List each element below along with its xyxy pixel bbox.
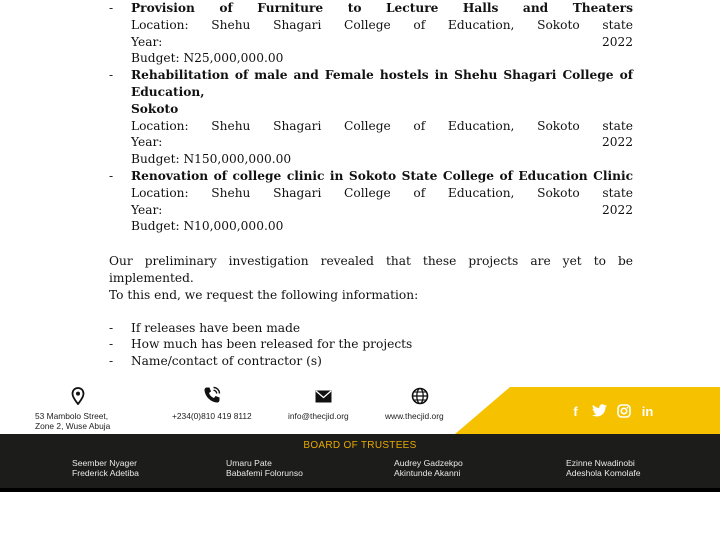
title-word: Theaters bbox=[572, 1, 633, 15]
paragraph-line: Our preliminary investigation revealed that these projects are yet to be implemented. bbox=[109, 254, 633, 285]
list-dash: - bbox=[109, 337, 114, 352]
list-item bbox=[109, 320, 633, 337]
project-title: Rehabilitation of male and Female hostels in Shehu Shagari College of Education, bbox=[131, 68, 633, 99]
project-title-line2: Sokoto bbox=[131, 101, 179, 116]
location-word: Education, bbox=[447, 17, 515, 32]
year-value: 2022 bbox=[601, 202, 633, 217]
contact-bar bbox=[0, 384, 720, 434]
trustee-name: Adeshola Komolafe bbox=[566, 468, 641, 478]
email-address[interactable]: info@thecjid.org bbox=[288, 411, 349, 421]
globe-icon bbox=[411, 387, 429, 405]
paragraph-line: To this end, we request the following information: bbox=[109, 287, 419, 302]
facebook-icon[interactable]: f bbox=[573, 404, 578, 419]
twitter-icon[interactable] bbox=[592, 404, 607, 419]
location-word: Education, bbox=[447, 185, 515, 200]
project-year bbox=[131, 134, 633, 151]
list-dash: - bbox=[109, 68, 114, 83]
location-word: College bbox=[344, 17, 391, 32]
location-word: Shehu bbox=[211, 17, 251, 32]
phone-number[interactable]: +234(0)810 419 8112 bbox=[172, 411, 252, 421]
year-label: Year: bbox=[131, 135, 163, 150]
location-word: Shagari bbox=[273, 17, 322, 32]
project-location bbox=[131, 118, 633, 135]
request-text: How much has been released for the projects bbox=[131, 337, 413, 352]
trustee-pair bbox=[566, 458, 641, 478]
title-word: Provision bbox=[131, 1, 195, 15]
social-links bbox=[568, 404, 655, 419]
website-link[interactable]: www.thecjid.org bbox=[385, 411, 444, 421]
list-dash: - bbox=[109, 168, 114, 183]
trustee-name: Babafemi Folorunso bbox=[226, 468, 303, 478]
title-word: Furniture bbox=[257, 1, 324, 15]
location-word: Sokoto bbox=[537, 118, 580, 133]
location-word: state bbox=[602, 118, 633, 133]
title-word: of bbox=[219, 1, 233, 15]
title-word: to bbox=[347, 1, 362, 15]
title-word: and bbox=[522, 1, 549, 15]
investigation-paragraph bbox=[109, 253, 633, 303]
location-word: Education, bbox=[447, 118, 515, 133]
project-location bbox=[131, 17, 633, 34]
instagram-shape bbox=[617, 404, 631, 418]
twitter-bird-shape bbox=[592, 404, 607, 417]
address-line: 53 Mambolo Street, bbox=[35, 411, 109, 421]
location-word: of bbox=[413, 17, 426, 32]
year-label: Year: bbox=[131, 202, 163, 217]
year-label: Year: bbox=[131, 34, 163, 49]
linkedin-icon[interactable]: in bbox=[641, 404, 654, 419]
trustee-name: Akintunde Akanni bbox=[394, 468, 461, 478]
trustee-name: Umaru Pate bbox=[226, 458, 272, 468]
trustee-name: Seember Nyager bbox=[72, 458, 137, 468]
project-year bbox=[131, 34, 633, 51]
list-item bbox=[109, 336, 633, 353]
location-word: Sokoto bbox=[537, 17, 580, 32]
trustee-name: Audrey Gadzekpo bbox=[394, 458, 463, 468]
list-item bbox=[109, 353, 633, 370]
list-dash: - bbox=[109, 320, 114, 335]
project-budget: Budget: N25,000,000.00 bbox=[131, 51, 284, 66]
trustee-pair bbox=[394, 458, 463, 478]
project-budget: Budget: N10,000,000.00 bbox=[131, 219, 284, 234]
title-word: Lecture bbox=[385, 1, 439, 15]
instagram-icon[interactable] bbox=[616, 404, 631, 419]
location-word: Location: bbox=[131, 185, 189, 200]
trustee-pair bbox=[72, 458, 139, 478]
project-item bbox=[109, 168, 633, 235]
trustee-name: Ezinne Nwadinobi bbox=[566, 458, 635, 468]
request-list bbox=[109, 320, 633, 370]
location-word: of bbox=[413, 185, 426, 200]
email-icon bbox=[315, 390, 332, 403]
location-word: Shagari bbox=[273, 185, 322, 200]
letter-body bbox=[109, 0, 633, 370]
board-title: BOARD OF TRUSTEES bbox=[303, 440, 417, 451]
project-title: Renovation of college clinic in Sokoto State College of Education Clinic bbox=[131, 168, 633, 183]
location-word: Location: bbox=[131, 118, 189, 133]
location-word: College bbox=[344, 118, 391, 133]
location-word: of bbox=[413, 118, 426, 133]
location-word: Location: bbox=[131, 17, 189, 32]
project-item bbox=[109, 67, 633, 168]
phone-icon bbox=[203, 386, 221, 404]
title-word: Halls bbox=[462, 1, 499, 15]
footer-bottom-rule bbox=[0, 488, 720, 492]
year-value: 2022 bbox=[601, 135, 633, 150]
location-word: Shehu bbox=[211, 118, 251, 133]
project-title bbox=[131, 0, 633, 17]
location-word: state bbox=[602, 17, 633, 32]
project-budget: Budget: N150,000,000.00 bbox=[131, 152, 292, 167]
project-item bbox=[109, 0, 633, 67]
location-word: state bbox=[602, 185, 633, 200]
location-word: College bbox=[344, 185, 391, 200]
list-dash: - bbox=[109, 354, 114, 369]
location-word: Shehu bbox=[211, 185, 251, 200]
list-dash: - bbox=[109, 1, 114, 15]
trustee-name: Frederick Adetiba bbox=[72, 468, 139, 478]
address bbox=[35, 411, 110, 431]
location-word: Sokoto bbox=[537, 185, 580, 200]
address-line: Zone 2, Wuse Abuja bbox=[35, 421, 111, 431]
board-of-trustees bbox=[0, 434, 720, 488]
request-text: If releases have been made bbox=[131, 320, 301, 335]
project-location bbox=[131, 185, 633, 202]
project-year bbox=[131, 202, 633, 219]
location-word: Shagari bbox=[273, 118, 322, 133]
year-value: 2022 bbox=[601, 34, 633, 49]
letterhead-footer bbox=[0, 384, 720, 492]
trustee-pair bbox=[226, 458, 303, 478]
request-text: Name/contact of contractor (s) bbox=[131, 354, 322, 369]
location-pin-icon bbox=[71, 387, 85, 405]
